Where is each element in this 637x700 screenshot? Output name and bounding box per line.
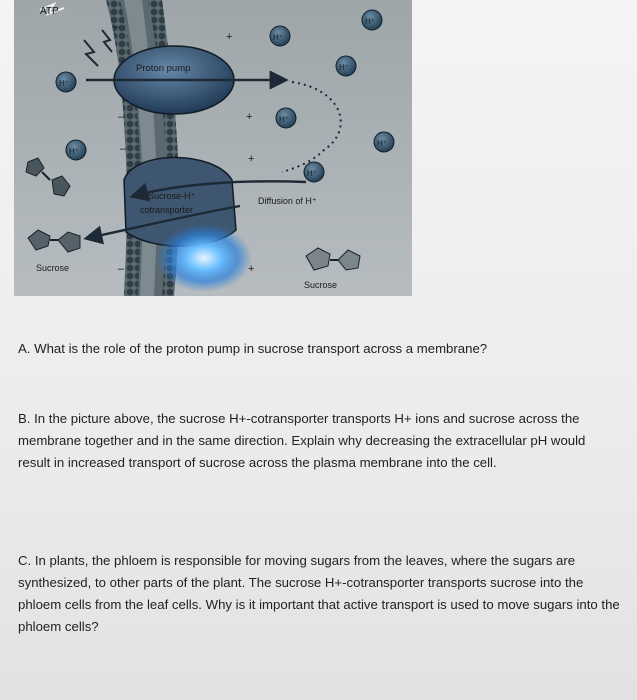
- diagram-canvas: [14, 0, 412, 296]
- h-ion: [304, 162, 324, 182]
- minus-sign: –: [114, 21, 121, 33]
- svg-text:H⁺: H⁺: [279, 115, 289, 124]
- svg-text:H⁺: H⁺: [273, 33, 283, 42]
- minus-sign: –: [118, 263, 125, 275]
- sucrose-transport-diagram: [14, 0, 412, 296]
- question-b: B. In the picture above, the sucrose H+-cotransporter transports H+ ions and sucrose across the membrane together and in the same direction. Explain why decreasing the extracellular pH would result in increased transport of sucrose across the plasma membrane into the cell.: [18, 411, 586, 470]
- light-glare: [156, 224, 255, 292]
- h-ion: [270, 26, 290, 46]
- h-ion: [276, 108, 296, 128]
- cotransporter-label-line2: cotransporter: [140, 205, 194, 215]
- svg-text:H⁺: H⁺: [307, 169, 317, 178]
- sucrose-left-label: Sucrose: [36, 263, 70, 273]
- atp-label: ATP: [40, 6, 59, 17]
- svg-text:H⁺: H⁺: [365, 17, 375, 26]
- h-ion: [362, 10, 382, 30]
- proton-pump-label: Proton pump: [136, 63, 191, 74]
- svg-text:H⁺: H⁺: [59, 79, 69, 88]
- h-ion: [374, 132, 394, 152]
- svg-text:H⁺: H⁺: [69, 147, 79, 156]
- minus-sign: –: [120, 143, 127, 155]
- svg-text:H⁺: H⁺: [377, 139, 387, 148]
- cotransporter-label-line1: Sucrose-H⁺: [148, 191, 196, 201]
- minus-sign: –: [118, 111, 125, 123]
- plus-sign: +: [246, 111, 253, 123]
- diffusion-label: Diffusion of H⁺: [258, 196, 317, 206]
- sucrose-right-label: Sucrose: [304, 280, 338, 290]
- h-ion: [336, 56, 356, 76]
- h-ion: [56, 72, 76, 92]
- plus-sign: +: [248, 153, 255, 165]
- svg-text:H⁺: H⁺: [339, 63, 349, 72]
- question-a: A. What is the role of the proton pump in sucrose transport across a membrane?: [18, 341, 488, 356]
- question-c: C. In plants, the phloem is responsible for moving sugars from the leaves, where the sugars are synthesized, to other parts of the plant. The sucrose H+-cotransporter transports sucrose into the phloem cells from the leaf cells. Why is it important that active transport is used to move sugars into the phloem cells?: [18, 553, 620, 634]
- h-ion: [66, 140, 86, 160]
- plus-sign: +: [226, 31, 233, 43]
- plus-sign: +: [248, 263, 255, 275]
